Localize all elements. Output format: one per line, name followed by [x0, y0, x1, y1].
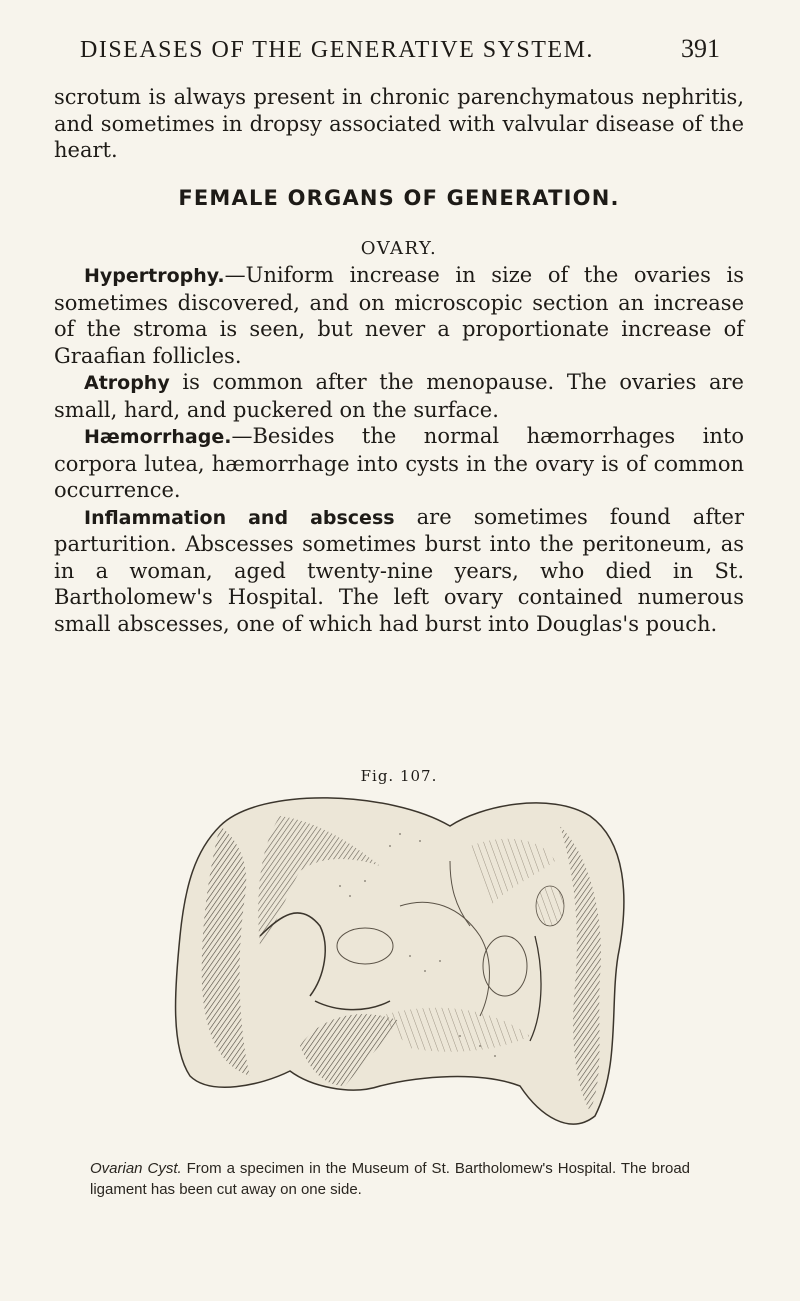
term-atrophy: Atrophy [84, 372, 170, 394]
text-haemorrhage: —Besides the normal hæmorrhages into corpora lutea, hæmorrhage into cysts in the ovary is of common occurrence. [54, 424, 744, 502]
caption-text: From a specimen in the Museum of St. Bartholomew's Hospital. The broad ligament has been cut away on one side. [90, 1160, 691, 1198]
paragraph-hypertrophy [54, 262, 744, 369]
paragraph-atrophy [54, 369, 744, 423]
paragraph-haemorrhage [54, 423, 744, 504]
main-text [54, 262, 744, 637]
caption-title: Ovarian Cyst. [90, 1160, 182, 1177]
ovarian-cyst-illustration [150, 786, 650, 1136]
intro-paragraph: scrotum is always present in chronic parenchymatous nephritis, and sometimes in dropsy associated with valvular disease of the heart. [54, 85, 744, 162]
paragraph-inflammation [54, 504, 744, 638]
term-inflammation: Inflammation and abscess [84, 506, 395, 529]
intro-paragraph-block [54, 84, 744, 164]
text-inflammation: are sometimes found after parturition. Abscesses sometimes burst into the peritoneum, as in a woman, aged twenty-nine years, who died in St. Bartholomew's Hospital. The left ovary contained numerous small abscesses, one of which had burst into Douglas's pouch. [54, 504, 744, 636]
text-atrophy: is common after the menopause. The ovaries are small, hard, and puckered on the surface. [54, 370, 744, 422]
sub-heading: OVARY. [360, 238, 438, 259]
running-head [80, 34, 720, 64]
text-hypertrophy: —Uniform increase in size of the ovaries is sometimes discovered, and on microscopic section an increase of the stroma is seen, but never a proportionate increase of Graafian follicles. [54, 263, 744, 368]
section-heading: FEMALE ORGANS OF GENERATION. [178, 186, 620, 210]
term-haemorrhage: Hæmorrhage. [84, 426, 232, 448]
running-head-title: DISEASES OF THE GENERATIVE SYSTEM. [80, 37, 594, 63]
figure-label: Fig. 107. [360, 767, 438, 785]
term-hypertrophy: Hypertrophy. [84, 265, 225, 287]
ovarian-cyst-engraving [150, 786, 650, 1136]
figure-caption [90, 1158, 690, 1200]
page-number: 391 [681, 34, 720, 63]
